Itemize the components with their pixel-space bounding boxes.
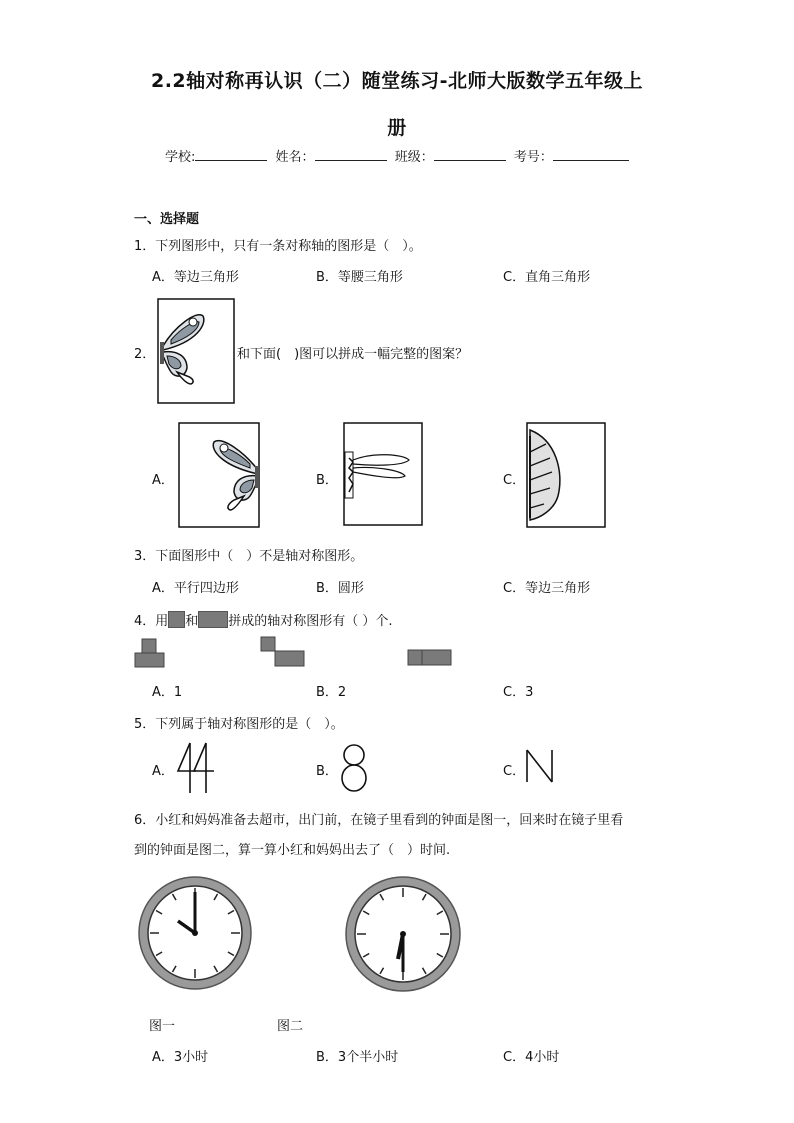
q2-option-b-image[interactable] xyxy=(343,422,423,526)
q4-option-a[interactable]: A．1 xyxy=(152,685,183,700)
page-title: 2.2轴对称再认识（二）随堂练习-北师大版数学五年级上 xyxy=(150,70,644,92)
clock-figure-two xyxy=(343,874,463,994)
section-heading: 一、选择题 xyxy=(134,212,200,227)
q5-option-b-figure[interactable] xyxy=(340,743,368,793)
student-info-line xyxy=(165,146,633,165)
q4-stem-part-1: 4．用 xyxy=(134,614,169,629)
name-blank[interactable] xyxy=(315,148,387,161)
q6-option-b[interactable]: B．3个半小时 xyxy=(316,1050,399,1065)
clock-icon xyxy=(139,877,251,989)
clock-figure-one xyxy=(136,874,254,992)
q2-option-a[interactable]: A． xyxy=(152,473,174,488)
question-1-stem: 1．下列图形中，只有一条对称轴的图形是（ ）。 xyxy=(134,239,422,254)
q1-option-c[interactable]: C．直角三角形 xyxy=(503,270,591,285)
school-blank[interactable] xyxy=(195,148,267,161)
q5-option-c-figure[interactable] xyxy=(524,748,556,784)
question-6-stem-line-1: 6．小红和妈妈准备去超市，出门前，在镜子里看到的钟面是图一，回来时在镜子里看 xyxy=(134,813,624,828)
question-4-stem xyxy=(134,610,393,629)
class-blank[interactable] xyxy=(434,148,506,161)
q2-half-butterfly-image xyxy=(157,298,235,404)
q6-option-c[interactable]: C．4小时 xyxy=(503,1050,560,1065)
school-label: 学校: xyxy=(165,150,196,165)
q4-option-c[interactable]: C．3 xyxy=(503,685,534,700)
q3-option-a[interactable]: A．平行四边形 xyxy=(152,581,239,596)
figure-two-label: 图二 xyxy=(277,1019,304,1034)
q4-shape-1 xyxy=(134,638,166,670)
class-label: 班级： xyxy=(394,150,434,165)
q5-option-a-figure[interactable] xyxy=(176,741,218,795)
q3-option-b[interactable]: B．圆形 xyxy=(316,581,364,596)
figure-eight-icon xyxy=(342,745,366,791)
q5-option-b[interactable]: B． xyxy=(316,764,338,779)
number-label: 考号： xyxy=(513,150,553,165)
double-four-icon xyxy=(178,743,214,793)
q6-option-a[interactable]: A．3小时 xyxy=(152,1050,209,1065)
question-3-stem: 3．下面图形中（ ）不是轴对称图形。 xyxy=(134,549,364,564)
q2-option-c[interactable]: C． xyxy=(503,473,526,488)
q4-stem-part-3: 拼成的轴对称图形有（ ）个. xyxy=(228,614,393,629)
page-title-continued: 册 xyxy=(387,117,407,139)
question-2-stem: 和下面( )图可以拼成一幅完整的图案？ xyxy=(237,347,469,362)
q5-option-a[interactable]: A． xyxy=(152,764,174,779)
q4-stem-part-2: 和 xyxy=(185,614,199,629)
q5-option-c[interactable]: C． xyxy=(503,764,526,779)
q2-option-b[interactable]: B． xyxy=(316,473,338,488)
small-square-icon xyxy=(168,611,185,628)
question-2-number: 2． xyxy=(134,347,156,362)
number-blank[interactable] xyxy=(553,148,629,161)
q3-option-c[interactable]: C．等边三角形 xyxy=(503,581,591,596)
name-label: 姓名： xyxy=(275,150,315,165)
clock-icon xyxy=(346,877,460,991)
rectangle-icon xyxy=(198,611,228,628)
q2-option-a-image[interactable] xyxy=(178,422,260,528)
question-6-stem-line-2: 到的钟面是图二，算一算小红和妈妈出去了（ ）时间. xyxy=(134,843,451,858)
q4-option-b[interactable]: B．2 xyxy=(316,685,347,700)
q1-option-b[interactable]: B．等腰三角形 xyxy=(316,270,403,285)
q4-shape-3 xyxy=(407,649,453,667)
q4-shape-2 xyxy=(260,636,306,670)
q2-option-c-image[interactable] xyxy=(526,422,606,528)
figure-one-label: 图一 xyxy=(149,1019,176,1034)
question-5-stem: 5．下列属于轴对称图形的是（ ）。 xyxy=(134,717,344,732)
letter-n-icon xyxy=(527,750,552,782)
q1-option-a[interactable]: A．等边三角形 xyxy=(152,270,239,285)
